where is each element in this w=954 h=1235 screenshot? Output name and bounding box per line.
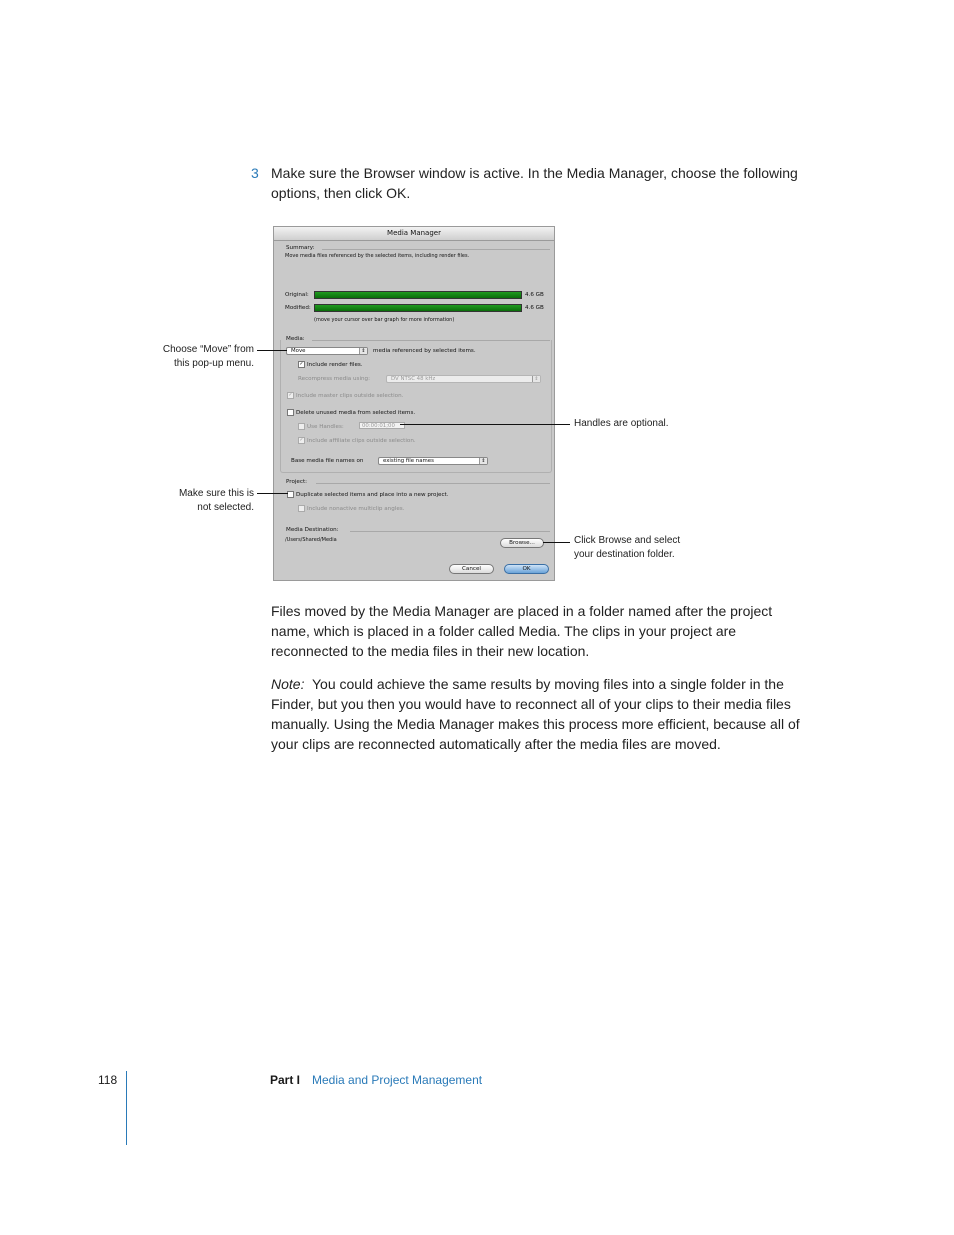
modified-size: 4.6 GB: [525, 305, 544, 311]
browse-button[interactable]: Browse...: [500, 538, 544, 548]
note-line3: manually. Using the Media Manager makes this process more efficient, because all of: [271, 716, 800, 732]
callout-move-line2: this pop-up menu.: [173, 358, 254, 369]
project-divider: [316, 483, 550, 484]
modified-bar[interactable]: [314, 304, 522, 312]
note-line4: your clips are reconnected automatically after the media files are moved.: [271, 736, 721, 752]
checkmark-icon: ✓: [299, 437, 304, 443]
step-text-line1: Make sure the Browser window is active. In the Media Manager, choose the following: [271, 165, 798, 181]
footer-part: Part I: [270, 1073, 301, 1087]
callout-browse-line1: Click Browse and select: [574, 535, 681, 546]
destination-label: Media Destination:: [286, 527, 339, 533]
callout-handles: Handles are optional.: [574, 418, 669, 429]
duplicate-items-checkbox[interactable]: [287, 491, 294, 498]
checkmark-icon: ✓: [299, 361, 304, 367]
paragraph-line2: name, which is placed in a folder called Media. The clips in your project are: [271, 623, 737, 639]
page-number: 118: [98, 1073, 118, 1087]
callout-not-selected: [130, 487, 254, 515]
media-mode-value: Move: [291, 348, 306, 354]
nonactive-angles-checkbox[interactable]: [298, 505, 305, 512]
recompress-label: Recompress media using:: [298, 376, 370, 382]
use-handles-label: Use Handles:: [307, 424, 344, 430]
callout-not-selected-line1: Make sure this is: [178, 488, 254, 499]
summary-description: Move media files referenced by the selected items, including render files.: [285, 253, 470, 259]
note-label: Note:: [271, 676, 305, 692]
checkmark-icon: ✓: [288, 392, 293, 398]
summary-divider: [322, 249, 550, 250]
step-text-line2: options, then click OK.: [271, 185, 411, 201]
callout-browse-line2: your destination folder.: [574, 549, 675, 560]
paragraph-line1: Files moved by the Media Manager are placed in a folder named after the project: [271, 603, 773, 619]
include-master-label: Include master clips outside selection.: [296, 393, 404, 399]
step-text: [271, 163, 831, 203]
duplicate-items-label: Duplicate selected items and place into a new project.: [296, 492, 449, 498]
delete-unused-label: Delete unused media from selected items.: [296, 410, 416, 416]
media-manager-dialog: [273, 226, 555, 581]
footer-rule: [126, 1071, 127, 1145]
nonactive-angles-label: Include nonactive multiclip angles.: [307, 506, 405, 512]
media-group-box: [280, 340, 552, 473]
ok-button[interactable]: OK: [504, 564, 549, 574]
recompress-value: DV NTSC 48 kHz: [391, 376, 436, 382]
footer-section-link[interactable]: Media and Project Management: [312, 1073, 483, 1087]
handles-duration-field[interactable]: 00:00:01;00: [359, 422, 405, 429]
dialog-title: Media Manager: [274, 227, 554, 241]
original-label: Original:: [285, 292, 309, 298]
callout-browse-leader: [543, 542, 570, 543]
callout-move-line1: Choose “Move” from: [162, 344, 254, 355]
paragraph-line3: reconnected to the media files in their new location.: [271, 643, 590, 659]
base-names-value: existing file names: [383, 458, 434, 464]
note-line2: Finder, but you then you would have to reconnect all of your clips to their media files: [271, 696, 791, 712]
bar-graph-hint: (move your cursor over bar graph for more information): [314, 317, 455, 323]
destination-path: /Users/Shared/Media: [285, 537, 337, 543]
callout-handles-leader: [400, 424, 570, 425]
include-render-label: Include render files.: [307, 362, 363, 368]
cancel-button[interactable]: Cancel: [449, 564, 494, 574]
note-paragraph: [271, 674, 831, 754]
base-names-label: Base media file names on: [291, 458, 364, 464]
popup-arrows-icon: ⇕: [359, 348, 367, 354]
popup-arrows-icon: ⇕: [532, 376, 540, 382]
callout-not-selected-leader: [257, 493, 288, 494]
note-line1: [271, 674, 831, 694]
callout-move: [130, 343, 254, 371]
original-bar[interactable]: [314, 291, 522, 299]
original-size: 4.6 GB: [525, 292, 544, 298]
project-label: Project:: [286, 479, 308, 485]
popup-arrows-icon: ⇕: [479, 458, 487, 464]
callout-not-selected-line2: not selected.: [197, 502, 254, 513]
destination-divider: [350, 531, 550, 532]
step-number: 3: [251, 165, 259, 181]
callout-move-leader: [257, 350, 287, 351]
include-affiliate-label: Include affiliate clips outside selection.: [307, 438, 416, 444]
modified-label: Modified:: [285, 305, 311, 311]
media-label: Media:: [286, 336, 305, 342]
media-mode-suffix: media referenced by selected items.: [373, 348, 476, 354]
callout-browse: [574, 534, 734, 562]
summary-label: Summary:: [286, 245, 315, 251]
note-line1-text: You could achieve the same results by moving files into a single folder in the: [312, 676, 784, 692]
paragraph-files-moved: [271, 601, 831, 661]
